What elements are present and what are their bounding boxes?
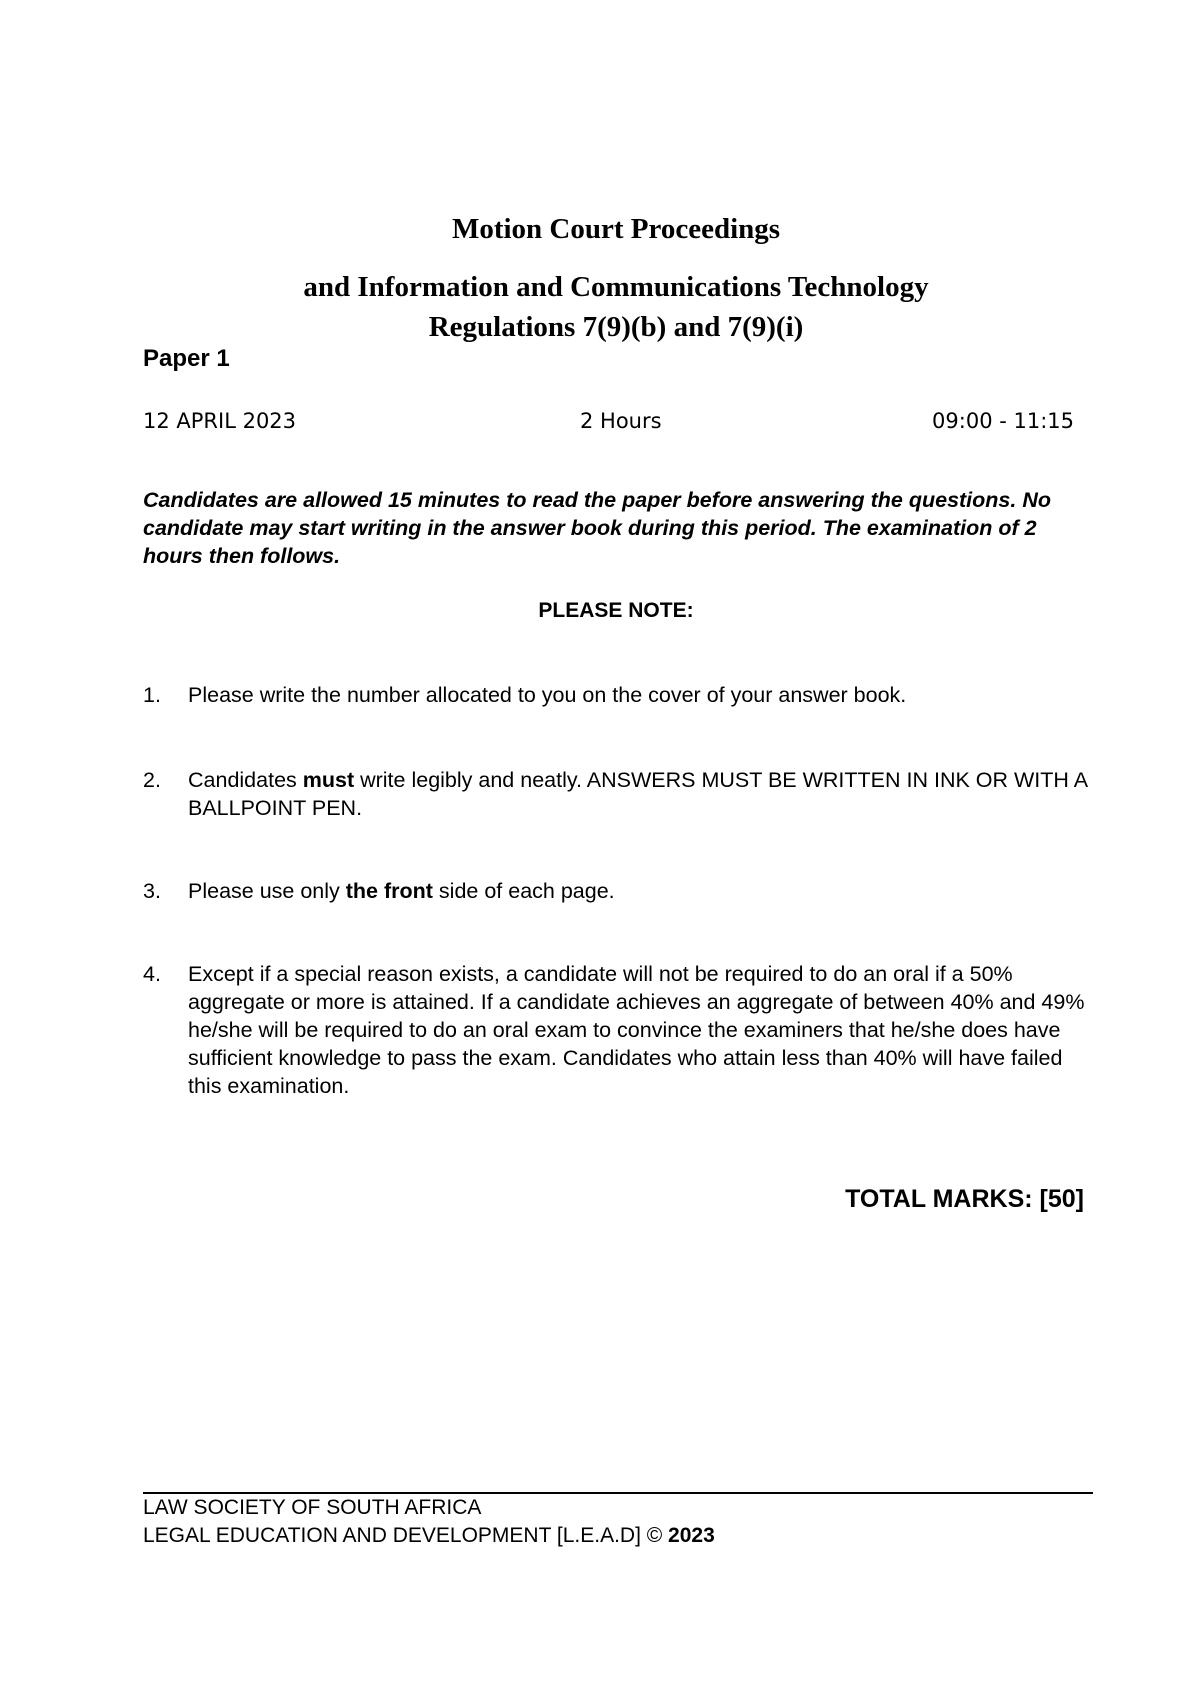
note-item-4 [143,960,1093,1100]
title-line-1: Motion Court Proceedings [451,213,781,245]
footer-copyright-text: LEGAL EDUCATION AND DEVELOPMENT [L.E.A.D] © [143,1524,663,1547]
note-number: 4. [143,962,161,986]
note-text [188,766,1093,822]
exam-duration: 2 Hours [580,409,662,433]
note-emphasis: the front [345,879,433,903]
reading-time-instructions: Candidates are allowed 15 minutes to read the paper before answering the questions. No candidate may start writing in the answer book during this period. The examination of 2 hours then follows. [143,488,1051,568]
note-text [188,877,1093,905]
footer-organisation: LAW SOCIETY OF SOUTH AFRICA [143,1496,482,1519]
note-number: 1. [143,683,161,707]
total-marks: TOTAL MARKS: [50] [845,1185,1084,1213]
note-item-2 [143,766,1093,822]
note-item-3 [143,877,1093,905]
title-line-2: and Information and Communications Technology [303,271,929,303]
note-text-post: write legibly and neatly. ANSWERS MUST BE WRITTEN IN INK OR WITH A BALLPOINT PEN. [188,768,1087,820]
note-text: Please write the number allocated to you on the cover of your answer book. [188,683,907,707]
note-number: 3. [143,879,161,903]
paper-label: Paper 1 [143,345,230,372]
footer [143,1494,715,1550]
note-item-1 [143,681,1093,709]
note-emphasis: must [302,768,355,792]
note-text: Except if a special reason exists, a candidate will not be required to do an oral if a 50% aggregate or more is attained. If a candidate achieves an aggregate of between 40% and 49% he/she will be required to do an oral exam to convince the examiners that he/she does have sufficient knowledge to pass the exam. Candidates who attain less than 40% will have failed this examination. [188,962,1085,1098]
please-note-heading: PLEASE NOTE: [538,599,694,622]
title-line-3: Regulations 7(9)(b) and 7(9)(i) [428,311,804,343]
note-text-pre: Candidates [188,768,303,792]
exam-date: 12 APRIL 2023 [143,409,297,433]
note-number: 2. [143,768,161,792]
note-text-pre: Please use only [188,879,346,903]
note-text-post: side of each page. [432,879,615,903]
exam-time: 09:00 - 11:15 [932,409,1074,433]
footer-year: 2023 [662,1524,715,1547]
footer-copyright [143,1522,715,1550]
